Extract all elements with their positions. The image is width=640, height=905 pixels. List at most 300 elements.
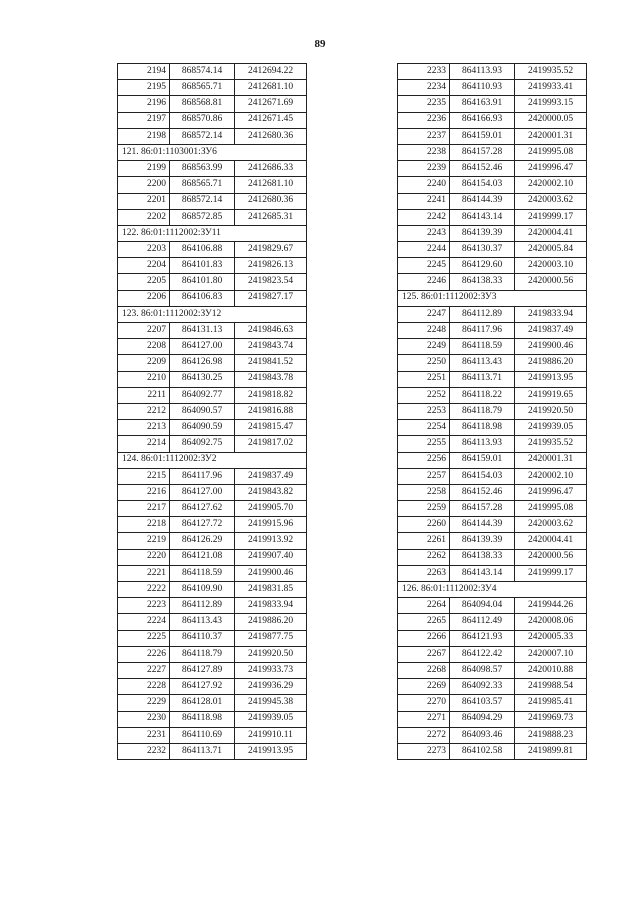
table-row xyxy=(118,662,307,678)
y-coordinate: 2412680.36 xyxy=(235,128,307,144)
section-header: 121. 86:01:1103001:ЗУ6 xyxy=(118,144,307,160)
x-coordinate: 864090.59 xyxy=(170,420,235,436)
table-row xyxy=(398,533,587,549)
x-coordinate: 864130.37 xyxy=(450,242,515,258)
point-number: 2223 xyxy=(118,598,170,614)
x-coordinate: 864112.89 xyxy=(170,598,235,614)
x-coordinate: 868572.14 xyxy=(170,128,235,144)
x-coordinate: 864110.93 xyxy=(450,80,515,96)
x-coordinate: 864118.59 xyxy=(170,565,235,581)
x-coordinate: 864109.90 xyxy=(170,582,235,598)
point-number: 2210 xyxy=(118,371,170,387)
x-coordinate: 864152.46 xyxy=(450,484,515,500)
y-coordinate: 2419913.92 xyxy=(235,533,307,549)
point-number: 2201 xyxy=(118,193,170,209)
table-row xyxy=(118,468,307,484)
y-coordinate: 2419843.82 xyxy=(235,484,307,500)
table-row xyxy=(118,727,307,743)
y-coordinate: 2412681.10 xyxy=(235,80,307,96)
y-coordinate: 2419816.88 xyxy=(235,403,307,419)
table-row xyxy=(398,679,587,695)
x-coordinate: 864117.96 xyxy=(450,323,515,339)
point-number: 2252 xyxy=(398,387,450,403)
section-header-row xyxy=(118,225,307,241)
y-coordinate: 2419886.20 xyxy=(515,355,587,371)
point-number: 2194 xyxy=(118,64,170,80)
x-coordinate: 864110.37 xyxy=(170,630,235,646)
point-number: 2207 xyxy=(118,323,170,339)
table-row xyxy=(398,355,587,371)
point-number: 2245 xyxy=(398,258,450,274)
y-coordinate: 2419837.49 xyxy=(515,323,587,339)
point-number: 2242 xyxy=(398,209,450,225)
point-number: 2239 xyxy=(398,161,450,177)
x-coordinate: 868565.71 xyxy=(170,177,235,193)
point-number: 2255 xyxy=(398,436,450,452)
point-number: 2227 xyxy=(118,662,170,678)
y-coordinate: 2412671.45 xyxy=(235,112,307,128)
table-row xyxy=(398,177,587,193)
y-coordinate: 2419913.95 xyxy=(515,371,587,387)
x-coordinate: 868572.14 xyxy=(170,193,235,209)
point-number: 2228 xyxy=(118,679,170,695)
y-coordinate: 2419969.73 xyxy=(515,711,587,727)
table-row xyxy=(118,290,307,306)
table-row xyxy=(398,64,587,80)
table-row xyxy=(398,80,587,96)
x-coordinate: 864127.89 xyxy=(170,662,235,678)
table-row xyxy=(398,711,587,727)
table-row xyxy=(398,598,587,614)
point-number: 2224 xyxy=(118,614,170,630)
table-row xyxy=(118,711,307,727)
y-coordinate: 2420001.31 xyxy=(515,128,587,144)
table-row xyxy=(118,323,307,339)
point-number: 2235 xyxy=(398,96,450,112)
table-row xyxy=(398,209,587,225)
x-coordinate: 864139.39 xyxy=(450,533,515,549)
table-row xyxy=(398,387,587,403)
y-coordinate: 2420000.56 xyxy=(515,549,587,565)
table-row xyxy=(118,258,307,274)
x-coordinate: 864138.33 xyxy=(450,274,515,290)
point-number: 2248 xyxy=(398,323,450,339)
point-number: 2217 xyxy=(118,501,170,517)
table-row xyxy=(118,80,307,96)
y-coordinate: 2420003.10 xyxy=(515,258,587,274)
y-coordinate: 2420003.62 xyxy=(515,193,587,209)
table-row xyxy=(118,565,307,581)
section-header: 126. 86:01:1112002:ЗУ4 xyxy=(398,582,587,598)
table-row xyxy=(118,420,307,436)
y-coordinate: 2419843.78 xyxy=(235,371,307,387)
x-coordinate: 864126.98 xyxy=(170,355,235,371)
point-number: 2266 xyxy=(398,630,450,646)
point-number: 2268 xyxy=(398,662,450,678)
table-row xyxy=(398,452,587,468)
point-number: 2270 xyxy=(398,695,450,711)
table-row xyxy=(398,630,587,646)
x-coordinate: 864102.58 xyxy=(450,743,515,759)
point-number: 2257 xyxy=(398,468,450,484)
y-coordinate: 2419888.23 xyxy=(515,727,587,743)
table-row xyxy=(398,501,587,517)
section-header: 123. 86:01:1112002:ЗУ12 xyxy=(118,306,307,322)
y-coordinate: 2412686.33 xyxy=(235,161,307,177)
table-row xyxy=(398,225,587,241)
point-number: 2197 xyxy=(118,112,170,128)
y-coordinate: 2419905.70 xyxy=(235,501,307,517)
table-row xyxy=(398,549,587,565)
x-coordinate: 864112.89 xyxy=(450,306,515,322)
table-row xyxy=(118,339,307,355)
table-row xyxy=(118,112,307,128)
table-row xyxy=(118,161,307,177)
x-coordinate: 864092.75 xyxy=(170,436,235,452)
section-header-row xyxy=(118,452,307,468)
y-coordinate: 2419843.74 xyxy=(235,339,307,355)
table-row xyxy=(398,112,587,128)
point-number: 2213 xyxy=(118,420,170,436)
coordinates-table-left xyxy=(117,63,307,760)
point-number: 2247 xyxy=(398,306,450,322)
x-coordinate: 864118.59 xyxy=(450,339,515,355)
y-coordinate: 2419919.65 xyxy=(515,387,587,403)
point-number: 2256 xyxy=(398,452,450,468)
y-coordinate: 2419999.17 xyxy=(515,565,587,581)
point-number: 2203 xyxy=(118,242,170,258)
y-coordinate: 2419837.49 xyxy=(235,468,307,484)
table-row xyxy=(118,209,307,225)
point-number: 2206 xyxy=(118,290,170,306)
x-coordinate: 864157.28 xyxy=(450,501,515,517)
point-number: 2249 xyxy=(398,339,450,355)
x-coordinate: 868570.86 xyxy=(170,112,235,128)
point-number: 2237 xyxy=(398,128,450,144)
y-coordinate: 2419827.17 xyxy=(235,290,307,306)
point-number: 2200 xyxy=(118,177,170,193)
point-number: 2259 xyxy=(398,501,450,517)
y-coordinate: 2419877.75 xyxy=(235,630,307,646)
point-number: 2261 xyxy=(398,533,450,549)
y-coordinate: 2419945.38 xyxy=(235,695,307,711)
x-coordinate: 864117.96 xyxy=(170,468,235,484)
table-row xyxy=(398,614,587,630)
table-row xyxy=(118,484,307,500)
y-coordinate: 2420007.10 xyxy=(515,646,587,662)
y-coordinate: 2420003.62 xyxy=(515,517,587,533)
point-number: 2232 xyxy=(118,743,170,759)
point-number: 2218 xyxy=(118,517,170,533)
y-coordinate: 2420000.05 xyxy=(515,112,587,128)
table-row xyxy=(398,371,587,387)
x-coordinate: 864113.71 xyxy=(450,371,515,387)
x-coordinate: 864144.39 xyxy=(450,193,515,209)
y-coordinate: 2419920.50 xyxy=(515,403,587,419)
point-number: 2204 xyxy=(118,258,170,274)
y-coordinate: 2412681.10 xyxy=(235,177,307,193)
table-row xyxy=(118,517,307,533)
table-row xyxy=(398,484,587,500)
point-number: 2220 xyxy=(118,549,170,565)
point-number: 2208 xyxy=(118,339,170,355)
y-coordinate: 2419826.13 xyxy=(235,258,307,274)
point-number: 2215 xyxy=(118,468,170,484)
table-row xyxy=(398,128,587,144)
y-coordinate: 2419915.96 xyxy=(235,517,307,533)
table-row xyxy=(398,420,587,436)
x-coordinate: 864126.29 xyxy=(170,533,235,549)
x-coordinate: 864118.98 xyxy=(450,420,515,436)
y-coordinate: 2419907.40 xyxy=(235,549,307,565)
y-coordinate: 2419996.47 xyxy=(515,484,587,500)
x-coordinate: 864110.69 xyxy=(170,727,235,743)
table-row xyxy=(398,274,587,290)
y-coordinate: 2420005.33 xyxy=(515,630,587,646)
table-row xyxy=(118,695,307,711)
table-row xyxy=(398,323,587,339)
table-row xyxy=(118,193,307,209)
point-number: 2225 xyxy=(118,630,170,646)
x-coordinate: 864127.00 xyxy=(170,339,235,355)
point-number: 2262 xyxy=(398,549,450,565)
point-number: 2267 xyxy=(398,646,450,662)
x-coordinate: 864118.22 xyxy=(450,387,515,403)
x-coordinate: 864093.46 xyxy=(450,727,515,743)
y-coordinate: 2419833.94 xyxy=(235,598,307,614)
x-coordinate: 868565.71 xyxy=(170,80,235,96)
table-row xyxy=(118,96,307,112)
point-number: 2253 xyxy=(398,403,450,419)
y-coordinate: 2419829.67 xyxy=(235,242,307,258)
x-coordinate: 864090.57 xyxy=(170,403,235,419)
table-row xyxy=(118,533,307,549)
x-coordinate: 864159.01 xyxy=(450,452,515,468)
point-number: 2263 xyxy=(398,565,450,581)
x-coordinate: 864154.03 xyxy=(450,468,515,484)
y-coordinate: 2419939.05 xyxy=(515,420,587,436)
y-coordinate: 2420010.88 xyxy=(515,662,587,678)
section-header: 124. 86:01:1112002:ЗУ2 xyxy=(118,452,307,468)
point-number: 2264 xyxy=(398,598,450,614)
y-coordinate: 2419818.82 xyxy=(235,387,307,403)
x-coordinate: 864122.42 xyxy=(450,646,515,662)
section-header: 122. 86:01:1112002:ЗУ11 xyxy=(118,225,307,241)
x-coordinate: 864098.57 xyxy=(450,662,515,678)
x-coordinate: 864106.88 xyxy=(170,242,235,258)
point-number: 2214 xyxy=(118,436,170,452)
table-row xyxy=(398,436,587,452)
x-coordinate: 864094.04 xyxy=(450,598,515,614)
table-row xyxy=(398,517,587,533)
point-number: 2272 xyxy=(398,727,450,743)
table-row xyxy=(398,662,587,678)
x-coordinate: 864113.71 xyxy=(170,743,235,759)
y-coordinate: 2412671.69 xyxy=(235,96,307,112)
table-row xyxy=(118,403,307,419)
point-number: 2271 xyxy=(398,711,450,727)
y-coordinate: 2419841.52 xyxy=(235,355,307,371)
y-coordinate: 2419995.08 xyxy=(515,501,587,517)
y-coordinate: 2419944.26 xyxy=(515,598,587,614)
x-coordinate: 864094.29 xyxy=(450,711,515,727)
x-coordinate: 864154.03 xyxy=(450,177,515,193)
table-row xyxy=(398,695,587,711)
x-coordinate: 864118.79 xyxy=(170,646,235,662)
x-coordinate: 864138.33 xyxy=(450,549,515,565)
table-row xyxy=(398,144,587,160)
table-row xyxy=(118,242,307,258)
y-coordinate: 2420002.10 xyxy=(515,177,587,193)
coordinates-table-right xyxy=(397,63,587,760)
x-coordinate: 864144.39 xyxy=(450,517,515,533)
x-coordinate: 864130.25 xyxy=(170,371,235,387)
point-number: 2229 xyxy=(118,695,170,711)
y-coordinate: 2420004.41 xyxy=(515,225,587,241)
x-coordinate: 864131.13 xyxy=(170,323,235,339)
x-coordinate: 864127.62 xyxy=(170,501,235,517)
point-number: 2238 xyxy=(398,144,450,160)
table-row xyxy=(398,403,587,419)
x-coordinate: 864113.43 xyxy=(170,614,235,630)
y-coordinate: 2420005.84 xyxy=(515,242,587,258)
point-number: 2196 xyxy=(118,96,170,112)
table-row xyxy=(398,565,587,581)
point-number: 2244 xyxy=(398,242,450,258)
table-row xyxy=(398,646,587,662)
table-row xyxy=(398,727,587,743)
x-coordinate: 868563.99 xyxy=(170,161,235,177)
x-coordinate: 864121.08 xyxy=(170,549,235,565)
x-coordinate: 864163.91 xyxy=(450,96,515,112)
table-row xyxy=(398,468,587,484)
y-coordinate: 2419935.52 xyxy=(515,436,587,452)
y-coordinate: 2420002.10 xyxy=(515,468,587,484)
section-header-row xyxy=(398,290,587,306)
table-row xyxy=(398,193,587,209)
table-row xyxy=(118,743,307,759)
y-coordinate: 2419815.47 xyxy=(235,420,307,436)
y-coordinate: 2419846.63 xyxy=(235,323,307,339)
table-row xyxy=(118,549,307,565)
point-number: 2243 xyxy=(398,225,450,241)
x-coordinate: 864113.93 xyxy=(450,64,515,80)
y-coordinate: 2419913.95 xyxy=(235,743,307,759)
y-coordinate: 2419823.54 xyxy=(235,274,307,290)
section-header-row xyxy=(118,306,307,322)
x-coordinate: 864143.14 xyxy=(450,565,515,581)
x-coordinate: 864127.72 xyxy=(170,517,235,533)
table-row xyxy=(118,598,307,614)
y-coordinate: 2419886.20 xyxy=(235,614,307,630)
y-coordinate: 2419817.02 xyxy=(235,436,307,452)
x-coordinate: 864103.57 xyxy=(450,695,515,711)
y-coordinate: 2412694.22 xyxy=(235,64,307,80)
page-number: 89 xyxy=(314,38,326,50)
x-coordinate: 864121.93 xyxy=(450,630,515,646)
point-number: 2198 xyxy=(118,128,170,144)
x-coordinate: 864128.01 xyxy=(170,695,235,711)
x-coordinate: 864152.46 xyxy=(450,161,515,177)
table-row xyxy=(118,274,307,290)
y-coordinate: 2419933.41 xyxy=(515,80,587,96)
y-coordinate: 2420001.31 xyxy=(515,452,587,468)
y-coordinate: 2419900.46 xyxy=(235,565,307,581)
x-coordinate: 868574.14 xyxy=(170,64,235,80)
x-coordinate: 864101.80 xyxy=(170,274,235,290)
point-number: 2246 xyxy=(398,274,450,290)
y-coordinate: 2419910.11 xyxy=(235,727,307,743)
point-number: 2202 xyxy=(118,209,170,225)
x-coordinate: 864092.33 xyxy=(450,679,515,695)
x-coordinate: 864129.60 xyxy=(450,258,515,274)
table-row xyxy=(398,96,587,112)
point-number: 2234 xyxy=(398,80,450,96)
table-row xyxy=(398,242,587,258)
point-number: 2250 xyxy=(398,355,450,371)
table-row xyxy=(398,258,587,274)
y-coordinate: 2420004.41 xyxy=(515,533,587,549)
y-coordinate: 2419999.17 xyxy=(515,209,587,225)
table-row xyxy=(118,646,307,662)
y-coordinate: 2419996.47 xyxy=(515,161,587,177)
y-coordinate: 2419935.52 xyxy=(515,64,587,80)
x-coordinate: 864118.98 xyxy=(170,711,235,727)
point-number: 2219 xyxy=(118,533,170,549)
point-number: 2221 xyxy=(118,565,170,581)
point-number: 2211 xyxy=(118,387,170,403)
y-coordinate: 2419899.81 xyxy=(515,743,587,759)
point-number: 2230 xyxy=(118,711,170,727)
x-coordinate: 864159.01 xyxy=(450,128,515,144)
point-number: 2241 xyxy=(398,193,450,209)
table-row xyxy=(118,436,307,452)
point-number: 2269 xyxy=(398,679,450,695)
section-header-row xyxy=(398,582,587,598)
x-coordinate: 864101.83 xyxy=(170,258,235,274)
section-header-row xyxy=(118,144,307,160)
y-coordinate: 2419939.05 xyxy=(235,711,307,727)
x-coordinate: 864113.93 xyxy=(450,436,515,452)
point-number: 2222 xyxy=(118,582,170,598)
x-coordinate: 864166.93 xyxy=(450,112,515,128)
table-row xyxy=(118,177,307,193)
table-row xyxy=(118,387,307,403)
y-coordinate: 2412685.31 xyxy=(235,209,307,225)
point-number: 2260 xyxy=(398,517,450,533)
y-coordinate: 2419993.15 xyxy=(515,96,587,112)
point-number: 2265 xyxy=(398,614,450,630)
x-coordinate: 864157.28 xyxy=(450,144,515,160)
table-row xyxy=(118,371,307,387)
x-coordinate: 864127.00 xyxy=(170,484,235,500)
table-row xyxy=(118,501,307,517)
point-number: 2273 xyxy=(398,743,450,759)
y-coordinate: 2419831.85 xyxy=(235,582,307,598)
y-coordinate: 2419933.73 xyxy=(235,662,307,678)
table-row xyxy=(118,128,307,144)
point-number: 2199 xyxy=(118,161,170,177)
point-number: 2258 xyxy=(398,484,450,500)
y-coordinate: 2419936.29 xyxy=(235,679,307,695)
point-number: 2233 xyxy=(398,64,450,80)
x-coordinate: 864113.43 xyxy=(450,355,515,371)
x-coordinate: 864143.14 xyxy=(450,209,515,225)
point-number: 2212 xyxy=(118,403,170,419)
table-row xyxy=(398,161,587,177)
point-number: 2226 xyxy=(118,646,170,662)
point-number: 2195 xyxy=(118,80,170,96)
